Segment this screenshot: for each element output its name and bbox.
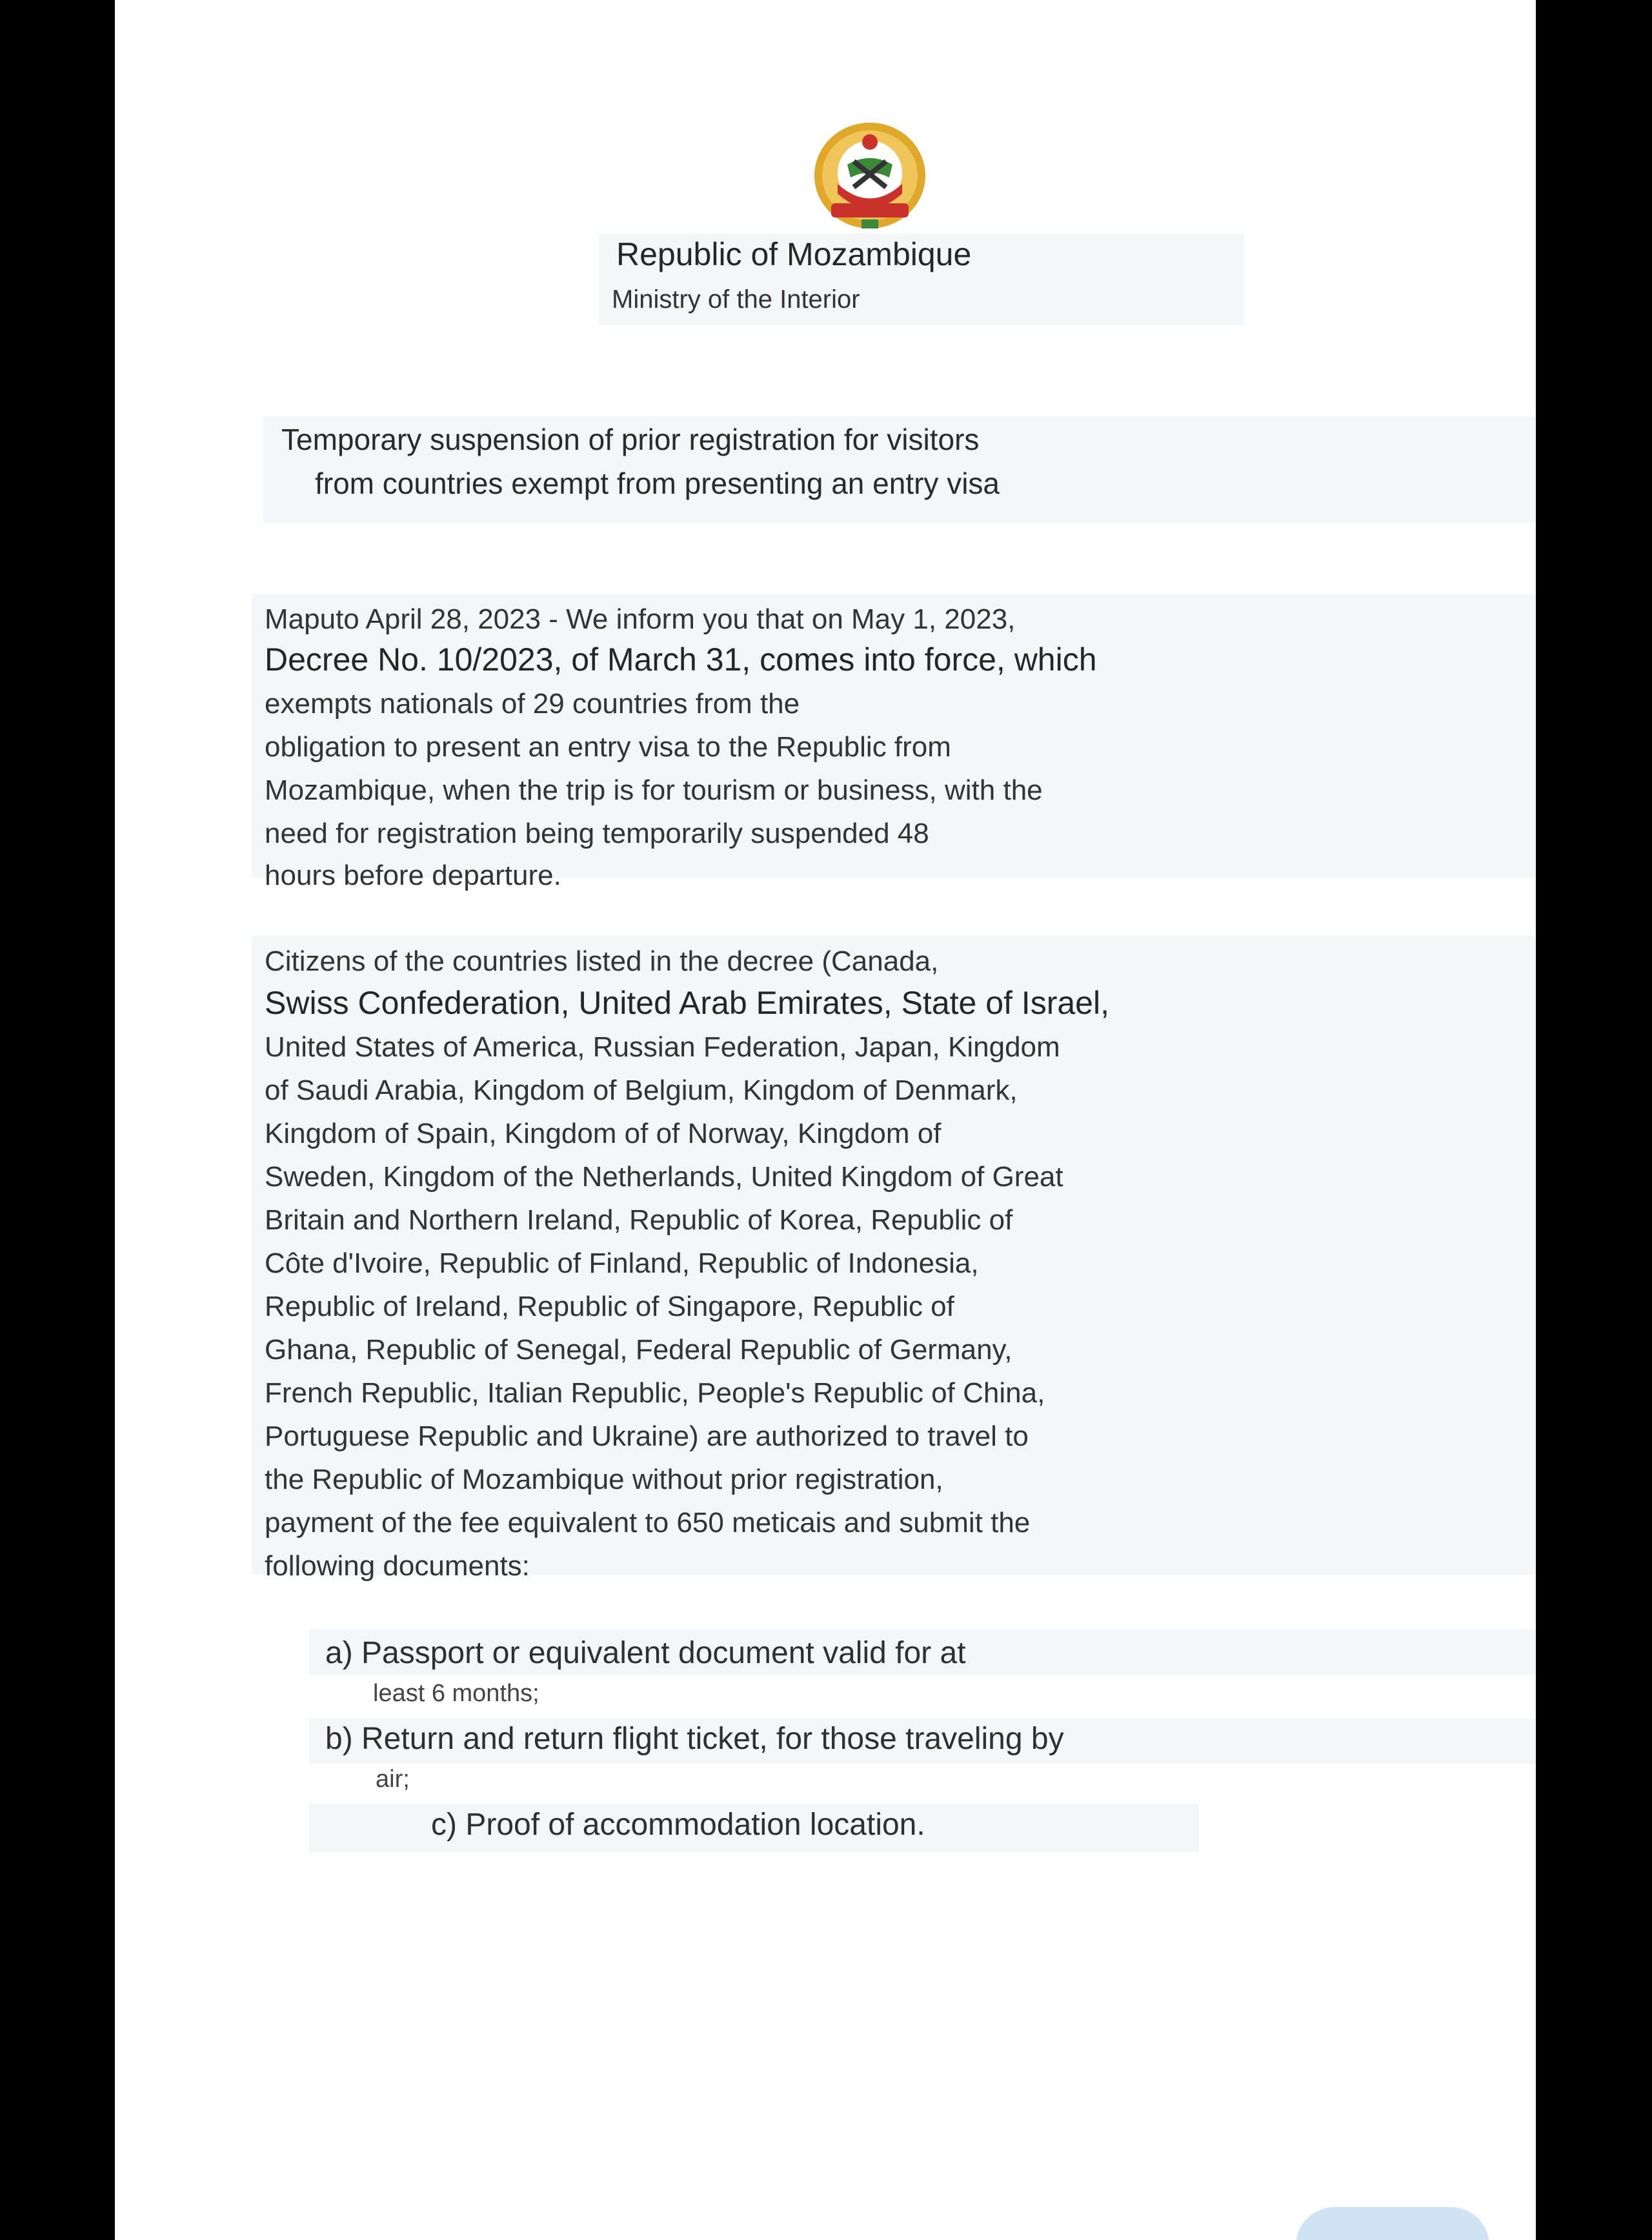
paragraph2-line: Côte d'Ivoire, Republic of Finland, Republic of Indonesia, bbox=[265, 1247, 979, 1279]
title-line-2: from countries exempt from presenting an entry visa bbox=[315, 467, 1000, 500]
list-item-b-cont: air; bbox=[376, 1766, 410, 1793]
paragraph2-line: the Republic of Mozambique without prior registration, bbox=[265, 1464, 943, 1495]
paragraph1-line: need for registration being temporarily suspended 48 bbox=[265, 818, 929, 849]
title-line-1: Temporary suspension of prior registration for visitors bbox=[281, 423, 980, 456]
paragraph2-line: Swiss Confederation, United Arab Emirates, State of Israel, bbox=[265, 985, 1109, 1021]
paragraph2-line: United States of America, Russian Federation, Japan, Kingdom bbox=[265, 1031, 1060, 1063]
paragraph1-line: obligation to present an entry visa to the Republic from bbox=[265, 731, 951, 763]
paragraph2-line: Republic of Ireland, Republic of Singapore, Republic of bbox=[265, 1291, 954, 1322]
paragraph2-line: Ghana, Republic of Senegal, Federal Republic of Germany, bbox=[265, 1334, 1012, 1366]
list-item-a-cont: least 6 months; bbox=[373, 1680, 539, 1707]
paragraph2-line: Sweden, Kingdom of the Netherlands, United Kingdom of Great bbox=[265, 1161, 1063, 1193]
paragraph1-line: hours before departure. bbox=[265, 860, 561, 891]
mozambique-coat-of-arms-icon bbox=[809, 116, 931, 232]
floating-action-button[interactable] bbox=[1296, 2207, 1489, 2240]
paragraph1-line: Mozambique, when the trip is for tourism or business, with the bbox=[265, 774, 1043, 806]
paragraph2-line: French Republic, Italian Republic, People's Republic of China, bbox=[265, 1377, 1045, 1409]
paragraph2-line: Citizens of the countries listed in the decree (Canada, bbox=[265, 945, 939, 977]
document-page bbox=[115, 0, 1536, 2240]
list-item-a: a) Passport or equivalent document valid for at bbox=[325, 1636, 966, 1670]
paragraph1-line: exempts nationals of 29 countries from the bbox=[265, 688, 800, 720]
paragraph2-line: Britain and Northern Ireland, Republic of Korea, Republic of bbox=[265, 1204, 1013, 1236]
paragraph2-line: following documents: bbox=[265, 1550, 530, 1582]
paragraph2-line: Kingdom of Spain, Kingdom of of Norway, Kingdom of bbox=[265, 1118, 942, 1149]
list-item-b: b) Return and return flight ticket, for those traveling by bbox=[325, 1722, 1064, 1756]
paragraph1-line: Maputo April 28, 2023 - We inform you that on May 1, 2023, bbox=[265, 603, 1016, 635]
paragraph2-line: Portuguese Republic and Ukraine) are authorized to travel to bbox=[265, 1420, 1029, 1452]
paragraph1-line: Decree No. 10/2023, of March 31, comes into force, which bbox=[265, 641, 1097, 678]
paragraph2-line: payment of the fee equivalent to 650 meticais and submit the bbox=[265, 1507, 1031, 1539]
paragraph2-line: of Saudi Arabia, Kingdom of Belgium, Kingdom of Denmark, bbox=[265, 1075, 1018, 1106]
ministry-heading: Ministry of the Interior bbox=[612, 285, 860, 314]
list-item-c: c) Proof of accommodation location. bbox=[431, 1808, 925, 1842]
country-heading: Republic of Mozambique bbox=[616, 236, 972, 272]
